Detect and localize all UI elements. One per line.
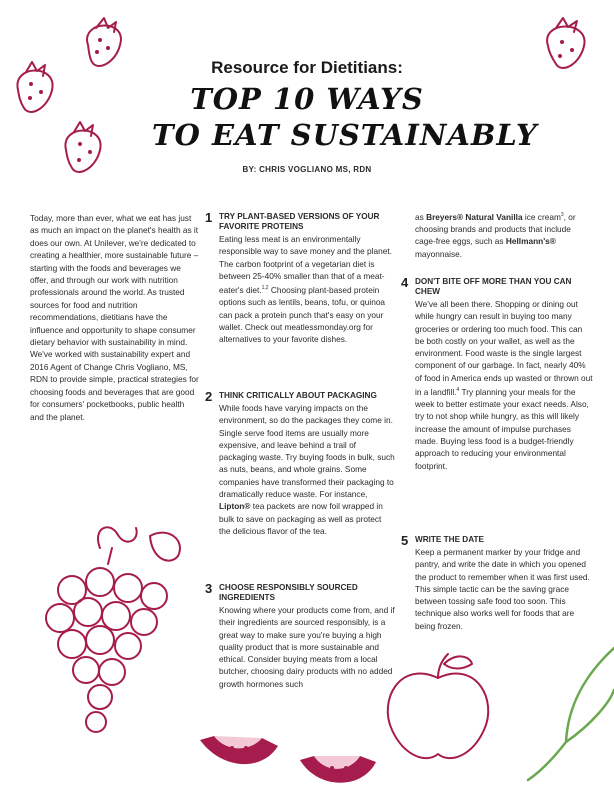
continuation-text: , or choosing brands and products that include cage-free eggs, such as (415, 211, 576, 247)
page-title-line-1: TOP 10 WAYS (190, 82, 424, 116)
tip-heading: WRITE THE DATE (415, 535, 484, 544)
grapes-icon (46, 527, 180, 732)
continuation-text: ice cream (522, 211, 561, 222)
footnote-ref: 4 (456, 387, 460, 394)
page-kicker: Resource for Dietitians: (211, 58, 403, 77)
tip-body-text: While foods have varying impacts on the environment, so do the packages they come in. Single serve food items are usually more expensive, and leave behind a trail of packaging waste. Try buying foods in bulk, such as nuts, beans, and whole grains. Some companies have transformed their packaging to dramatically reduce waste. For instance, (219, 403, 395, 500)
tip-body-text: Eating less meat is an environmentally responsible way to save money and the planet. The carbon footprint of a vegetarian diet is between 25-40% smaller than that of a meat-eater's diet. (219, 234, 392, 295)
tip-1 (205, 210, 395, 345)
brand-name: Breyers® Natural Vanilla (426, 211, 523, 222)
tip-2 (205, 389, 395, 537)
tip-body-text: Try planning your meals for the week to better estimate your exact needs. Also, try to not shop while hungry, as this will likely increase the amount of impulse purchases made. Buying less food is a budget-friendly approach to reducing your environmental footprint. (415, 386, 589, 471)
tip-heading: THINK CRITICALLY ABOUT PACKAGING (219, 391, 377, 400)
intro-paragraph: Today, more than ever, what we eat has just as much an impact on the planet's health as it does our own. At Unilever, we're dedicated to creating a healthier, more sustainable future – starting with the foods and beverages we offer, and through our work with nutrition professionals around the world. As trusted sources for food and nutrition recommendations, dietitians have the influence and opportunity to shape consumer dietary behavior with sustainability in mind. We've worked with sustainability expert and 2016 Agent of Change Chris Vogliano, MS, RDN to provide simple, practical strategies for choosing foods and beverages that are good for consumers' pocketbooks, public health and the planet. (30, 213, 199, 422)
tip-3-continuation (415, 209, 593, 260)
tip-body (415, 298, 593, 472)
tip-number: 3 (205, 581, 213, 596)
tip-4 (401, 275, 593, 472)
tip-body-text: Choosing plant-based protein options such as lentils, beans, tofu, or quinoa can pack a protein punch that's easy on your wallet. Check out meatlessmonday.org for alternatives to your favorite dishes. (219, 284, 386, 345)
apple-icon (388, 654, 488, 758)
brand-name: Lipton® (219, 501, 251, 512)
byline: BY: CHRIS VOGLIANO MS, RDN (242, 165, 372, 174)
footnote-ref: 3 (560, 212, 564, 218)
continuation-text: as (415, 211, 427, 222)
tip-number: 4 (401, 275, 409, 290)
tip-3 (205, 581, 395, 690)
footnote-ref: 1,2 (261, 285, 269, 292)
tip-body (219, 233, 395, 345)
tip-number: 1 (205, 210, 213, 225)
tip-body: Knowing where your products come from, and if their ingredients are sourced responsibly, is a great way to make sure you're buying a high quality product that is more sustainable and ethical. Consider buying meats from a local butcher, choosing dairy products with no added growth hormones such (219, 605, 395, 689)
tip-body-text: tea packets are now foil wrapped in bulk to save on packaging as well as protect the delicious flavor of the tea. (219, 501, 383, 536)
tip-heading: DON'T BITE OFF MORE THAN YOU CAN CHEW (415, 277, 572, 296)
tip-body-text: We've all been there. Shopping or dining out while hungry can result in buying too many groceries or ordering too much food. This can be both costly on your wallet, as well as the environment. Food waste is the single largest component of our garbage. In fact, nearly 40% of food in America ends up wasted or thrown out in a landfill. (415, 299, 593, 397)
tip-body: Keep a permanent marker by your fridge and pantry, and write the date in which you opened the product to remember when it was first used. This simple tactic can be the saving grace between tossing safe food too soon. This technique also works well for foods that are being frozen. (415, 547, 590, 631)
apple-slice-icon (200, 736, 376, 783)
tip-number: 5 (401, 533, 409, 548)
tip-heading: CHOOSE RESPONSIBLY SOURCED INGREDIENTS (219, 583, 358, 602)
tip-5 (401, 533, 593, 632)
brand-name: Hellmann's® (505, 236, 556, 247)
tip-number: 2 (205, 389, 213, 404)
tip-body (219, 402, 395, 537)
page-title-line-2: TO EAT SUSTAINABLY (152, 118, 538, 152)
continuation-text: mayonnaise. (415, 248, 463, 259)
tip-heading: TRY PLANT-BASED VERSIONS OF YOUR FAVORITE PROTEINS (219, 212, 380, 231)
leaf-icon (528, 648, 614, 780)
